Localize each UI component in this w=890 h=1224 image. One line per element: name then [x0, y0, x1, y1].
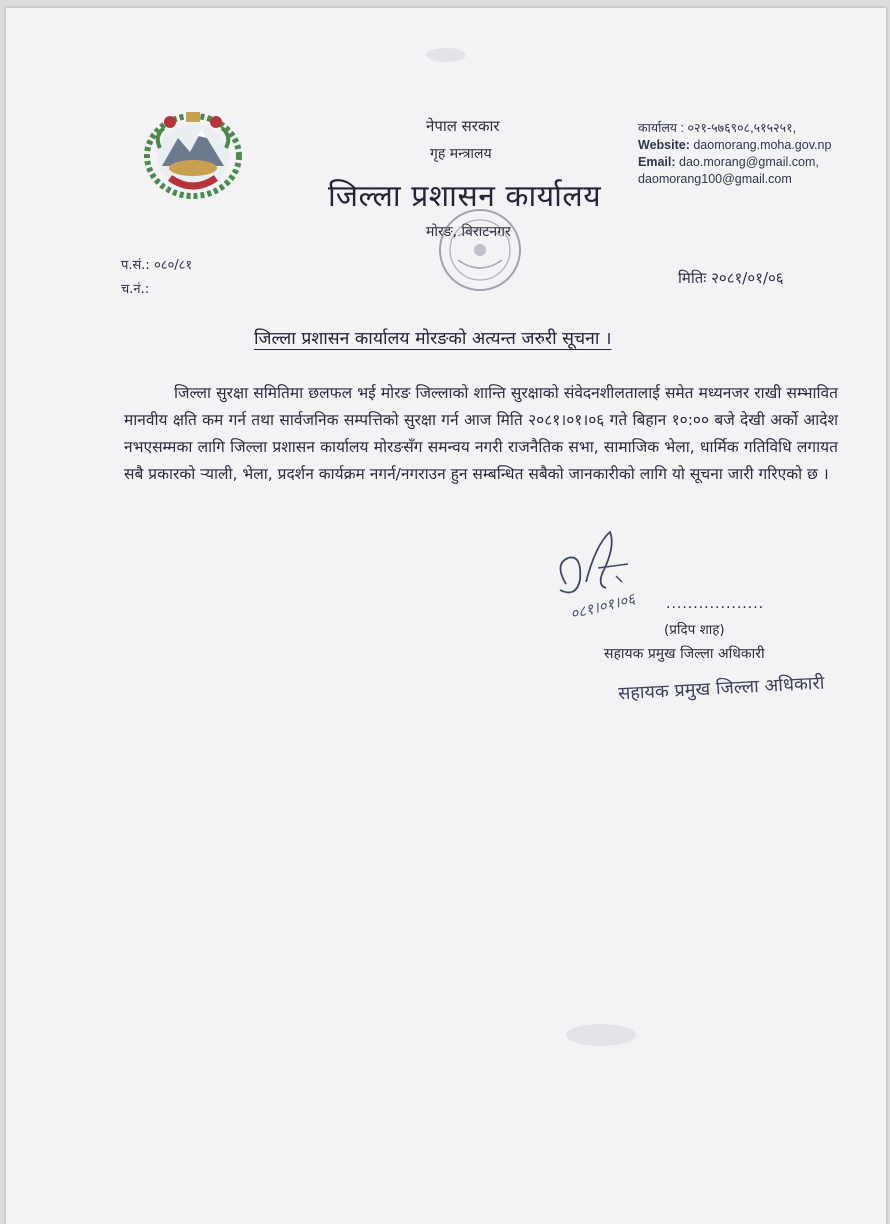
phone-label: कार्यालय :: [638, 121, 684, 135]
signatory-designation: सहायक प्रमुख जिल्ला अधिकारी: [604, 646, 765, 662]
office-location: मोरङ, विराटनगर: [426, 224, 511, 240]
nepal-emblem-icon: [140, 108, 246, 200]
document-page: [6, 8, 886, 1224]
reference-block: [121, 254, 192, 302]
notice-title: जिल्ला प्रशासन कार्यालय मोरङको अत्यन्त जरुरी सूचना ।: [254, 329, 612, 349]
letter-number: प.सं.: ०८०/८१: [121, 258, 193, 273]
email-line: [638, 154, 831, 171]
scan-smudge: [566, 1024, 636, 1046]
scan-smudge: [426, 48, 466, 62]
dispatch-number: च.नं.:: [121, 282, 150, 297]
contact-block: [638, 120, 831, 188]
signatory-name: (प्रदिप शाह): [664, 622, 725, 638]
office-seal-stamp-icon: [424, 196, 536, 300]
office-title: जिल्ला प्रशासन कार्यालय: [328, 179, 602, 214]
designation-stamp: सहायक प्रमुख जिल्ला अधिकारी: [617, 672, 825, 705]
signature-dots: ..................: [666, 596, 765, 612]
email-primary: dao.morang@gmail.com,: [679, 155, 819, 169]
email-secondary: daomorang100@gmail.com: [638, 172, 792, 186]
document-date: मितिः २०८१/०१/०६: [678, 269, 784, 287]
handwritten-date: ०८१।०१।०६: [568, 589, 637, 624]
notice-body: जिल्ला सुरक्षा समितिमा छलफल भई मोरङ जिल्लाको शान्ति सुरक्षाको संवेदनशीलतालाई समेत मध्यनजर राखी सम्भावित मानवीय क्षति कम गर्न तथा सार्वजनिक सम्पत्तिको सुरक्षा गर्न आज मिति २०८१।०१।०६ गते बिहान १०:०० बजे देखी अर्को आदेश नभएसम्मका लागि जिल्ला प्रशासन कार्यालय मोरङसँग समन्वय नगरी राजनैतिक सभा, सामाजिक भेला, धार्मिक गतिविधि लगायत सबै प्रकारको र्‍याली, भेला, प्रदर्शन कार्यक्रम नगर्न/नगराउन हुन सम्बन्धित सबैको जानकारीको लागि यो सूचना जारी गरिएको छ ।: [124, 384, 838, 483]
phone-line: [638, 120, 831, 137]
ministry-name: गृह मन्त्रालय: [430, 146, 492, 162]
email-label: Email:: [638, 155, 676, 169]
website-url: daomorang.moha.gov.np: [693, 138, 832, 152]
phone-number: ०२१-५७६९०८,५१५२५१,: [687, 121, 797, 135]
website-line: [638, 137, 831, 154]
website-label: Website:: [638, 138, 690, 152]
government-name: नेपाल सरकार: [426, 117, 500, 135]
